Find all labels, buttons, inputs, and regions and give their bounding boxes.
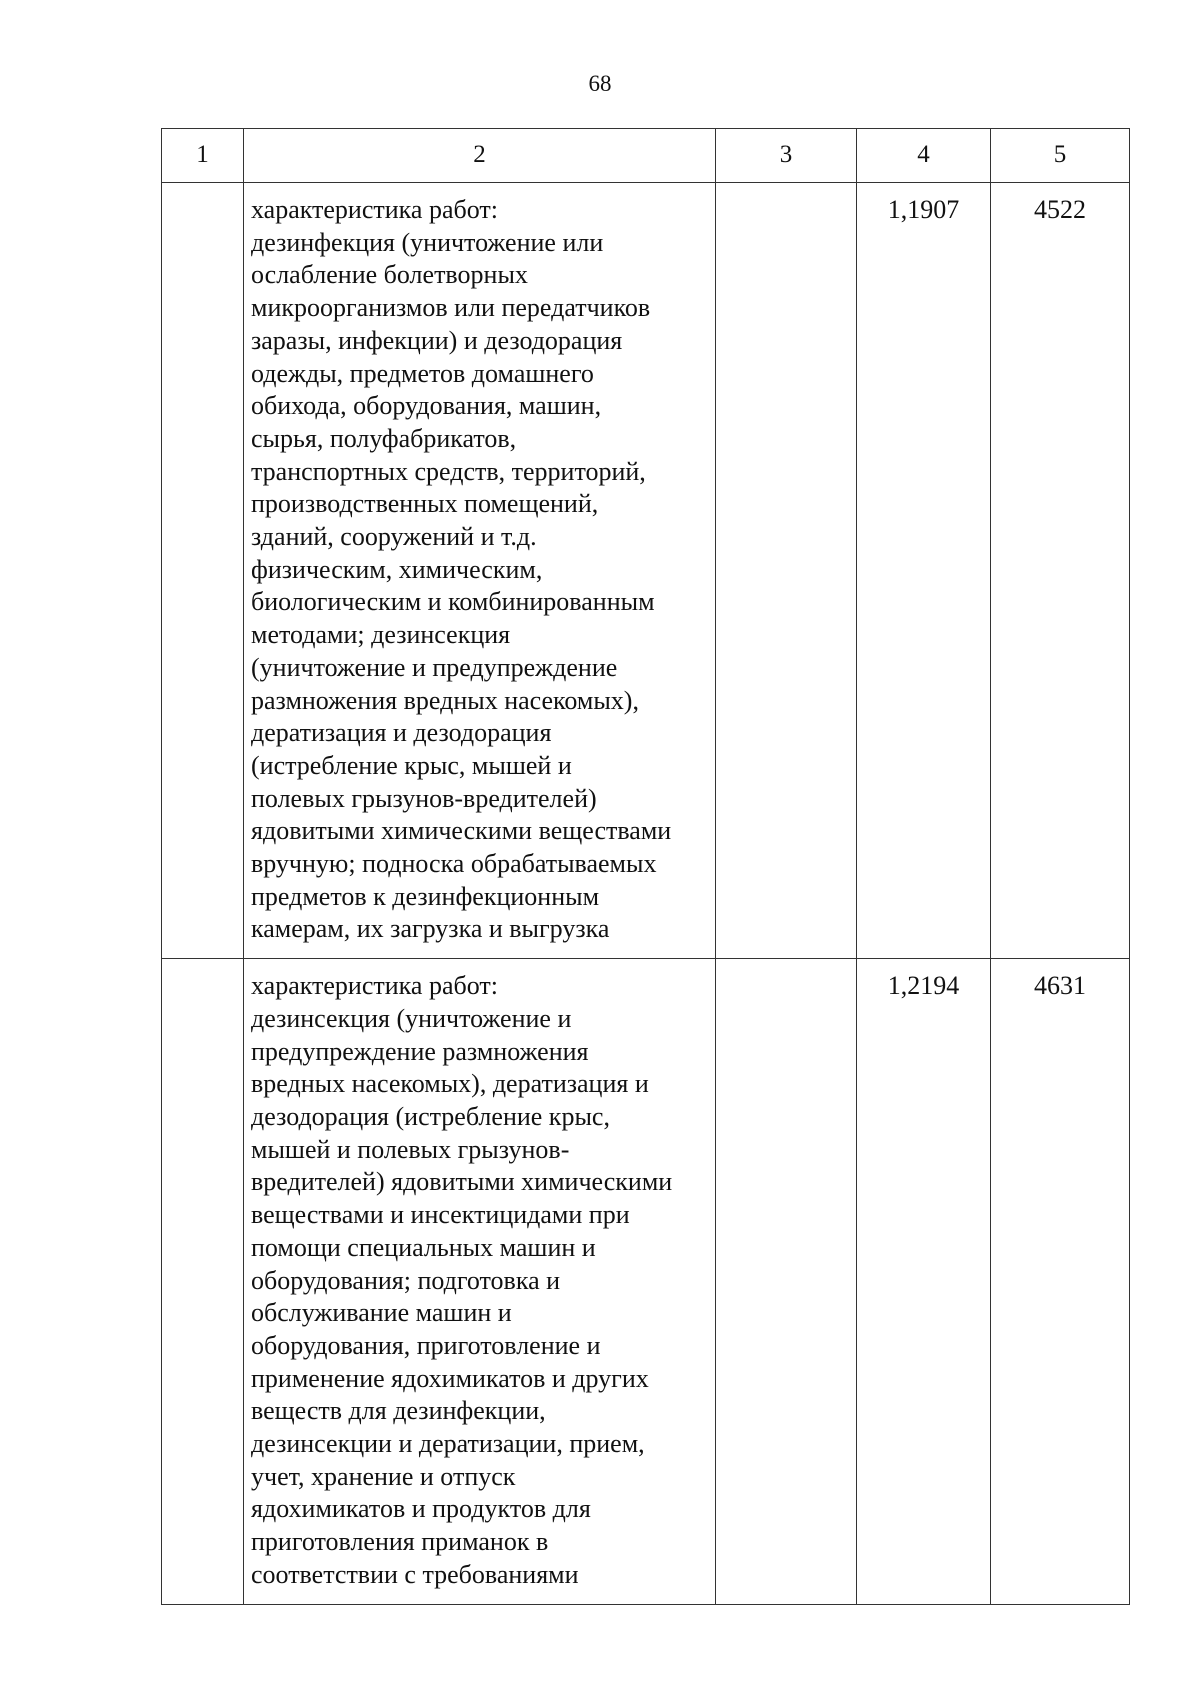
header-cell-5: 5: [991, 129, 1130, 183]
description-line: применение ядохимикатов и других: [251, 1363, 649, 1393]
description-line: веществ для дезинфекции,: [251, 1396, 546, 1426]
description-line: микроорганизмов или передатчиков: [251, 293, 651, 323]
description-line: предметов к дезинфекционным: [251, 881, 600, 911]
table-row: [162, 183, 1130, 959]
description-line: ядохимикатов и продуктов для: [251, 1494, 591, 1524]
row-2-amount: 4631: [991, 959, 1130, 1604]
description-line: физическим, химическим,: [251, 554, 543, 584]
description-line: помощи специальных машин и: [251, 1232, 596, 1262]
header-cell-4: 4: [857, 129, 991, 183]
description-line: мышей и полевых грызунов-: [251, 1134, 570, 1164]
header-cell-1: 1: [162, 129, 244, 183]
header-cell-3: 3: [716, 129, 857, 183]
row-2-description: [244, 959, 716, 1604]
description-line: камерам, их загрузка и выгрузка: [251, 914, 610, 944]
description-line: дезинфекция (уничтожение или: [251, 227, 604, 257]
description-line: вручную; подноска обрабатываемых: [251, 849, 657, 879]
row-1-col-3: [716, 183, 857, 959]
description-line: методами; дезинсекция: [251, 620, 511, 650]
description-line: (истребление крыс, мышей и: [251, 750, 572, 780]
row-2-col-1: [162, 959, 244, 1604]
description-line: вредных насекомых), дератизация и: [251, 1069, 649, 1099]
description-line: ослабление болетворных: [251, 260, 528, 290]
table-header-row: [162, 129, 1130, 183]
description-line: одежды, предметов домашнего: [251, 358, 594, 388]
description-line: оборудования; подготовка и: [251, 1265, 561, 1295]
description-line: обслуживание машин и: [251, 1298, 512, 1328]
description-line: заразы, инфекции) и дезодорация: [251, 325, 623, 355]
description-line: биологическим и комбинированным: [251, 587, 655, 617]
row-1-col-1: [162, 183, 244, 959]
description-line: дератизация и дезодорация: [251, 718, 552, 748]
description-line: зданий, сооружений и т.д.: [251, 522, 537, 552]
description-line: соответствии с требованиями: [251, 1559, 579, 1589]
description-line: размножения вредных насекомых),: [251, 685, 639, 715]
description-line: приготовления приманок в: [251, 1527, 549, 1557]
description-line: транспортных средств, территорий,: [251, 456, 646, 486]
row-2-coefficient: 1,2194: [857, 959, 991, 1604]
description-line: дезинсекция (уничтожение и: [251, 1003, 572, 1033]
description-line: обихода, оборудования, машин,: [251, 391, 602, 421]
description-line: ядовитыми химическими веществами: [251, 816, 672, 846]
description-line: учет, хранение и отпуск: [251, 1461, 516, 1491]
row-2-col-3: [716, 959, 857, 1604]
description-line: полевых грызунов-вредителей): [251, 783, 597, 813]
description-line: сырья, полуфабрикатов,: [251, 423, 517, 453]
page-number: 68: [588, 71, 612, 96]
description-line: дезодорация (истребление крыс,: [251, 1101, 610, 1131]
description-line: характеристика работ:: [251, 195, 498, 224]
description-line: характеристика работ:: [251, 971, 498, 1001]
row-1-amount: 4522: [991, 183, 1130, 959]
row-1-coefficient: 1,1907: [857, 183, 991, 959]
description-line: (уничтожение и предупреждение: [251, 652, 618, 682]
description-line: предупреждение размножения: [251, 1036, 589, 1066]
description-line: производственных помещений,: [251, 489, 599, 519]
description-line: вредителей) ядовитыми химическими: [251, 1167, 673, 1197]
description-line: веществами и инсектицидами при: [251, 1200, 630, 1230]
row-1-description: [244, 183, 716, 959]
table-row: [162, 959, 1130, 1604]
description-line: оборудования, приготовление и: [251, 1330, 601, 1360]
description-line: дезинсекции и дератизации, прием,: [251, 1429, 645, 1459]
document-table: [161, 128, 1130, 1605]
header-cell-2: 2: [244, 129, 716, 183]
